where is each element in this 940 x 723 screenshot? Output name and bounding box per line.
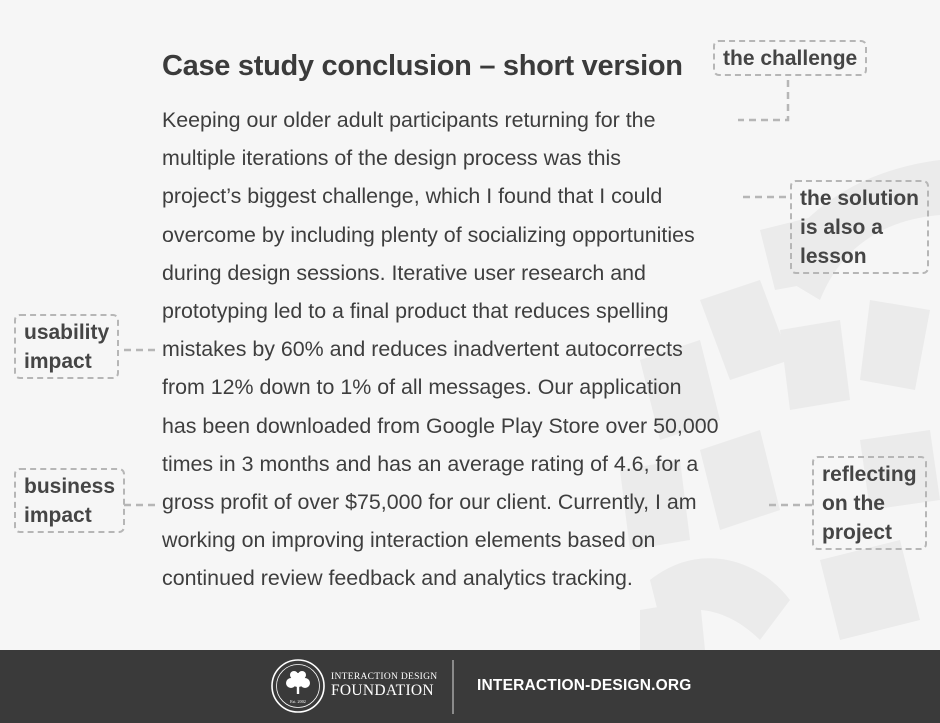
callout-label: lesson bbox=[800, 245, 867, 268]
logo-est-text: Est. 2002 bbox=[290, 699, 306, 704]
paragraph-line: continued review feedback and analytics tracking. bbox=[162, 566, 633, 591]
callout-reflecting-on-the-project bbox=[812, 456, 927, 550]
callout-label: business bbox=[24, 475, 116, 498]
footer-bar bbox=[0, 650, 940, 723]
footer-divider bbox=[452, 660, 454, 714]
callout-business-impact bbox=[14, 468, 125, 533]
callout-the-challenge bbox=[713, 40, 867, 76]
paragraph-line: during design sessions. Iterative user research and bbox=[162, 260, 646, 285]
paragraph-line: working on improving interaction elements based on bbox=[162, 528, 656, 553]
callout-label: impact bbox=[24, 350, 92, 373]
callout-label: project bbox=[822, 521, 893, 544]
paragraph-line: project’s biggest challenge, which I found that I could bbox=[162, 184, 663, 209]
callout-label: usability bbox=[24, 321, 110, 344]
conclusion-paragraph bbox=[162, 101, 787, 598]
callout-the-solution bbox=[790, 180, 929, 274]
org-name bbox=[331, 670, 437, 698]
org-name-line2: FOUNDATION bbox=[331, 682, 434, 699]
org-name-line1: INTERACTION DESIGN bbox=[331, 672, 438, 682]
paragraph-line: overcome by including plenty of socializing opportunities bbox=[162, 222, 695, 247]
callout-label: the challenge bbox=[723, 47, 858, 70]
paragraph-line: gross profit of over $75,000 for our client. Currently, I am bbox=[162, 490, 697, 515]
paragraph-line: multiple iterations of the design process was this bbox=[162, 146, 621, 171]
callout-usability-impact bbox=[14, 314, 119, 379]
paragraph-line: from 12% down to 1% of all messages. Our application bbox=[162, 375, 682, 400]
paragraph-line: times in 3 months and has an average rating of 4.6, for a bbox=[162, 451, 699, 476]
website-link[interactable]: INTERACTION-DESIGN.ORG bbox=[477, 677, 692, 694]
callout-label: impact bbox=[24, 504, 92, 527]
paragraph-line: Keeping our older adult participants returning for the bbox=[162, 108, 656, 132]
paragraph-line: prototyping led to a final product that reduces spelling bbox=[162, 299, 669, 324]
callout-label: the solution bbox=[800, 187, 919, 210]
callout-label: is also a bbox=[800, 216, 883, 239]
page-title: Case study conclusion – short version bbox=[162, 50, 683, 82]
callout-label: reflecting bbox=[822, 463, 917, 486]
paragraph-line: mistakes by 60% and reduces inadvertent autocorrects bbox=[162, 337, 683, 362]
foundation-logo-icon bbox=[270, 658, 326, 714]
callout-label: on the bbox=[822, 492, 885, 515]
paragraph-line: has been downloaded from Google Play Store over 50,000 bbox=[162, 413, 719, 438]
